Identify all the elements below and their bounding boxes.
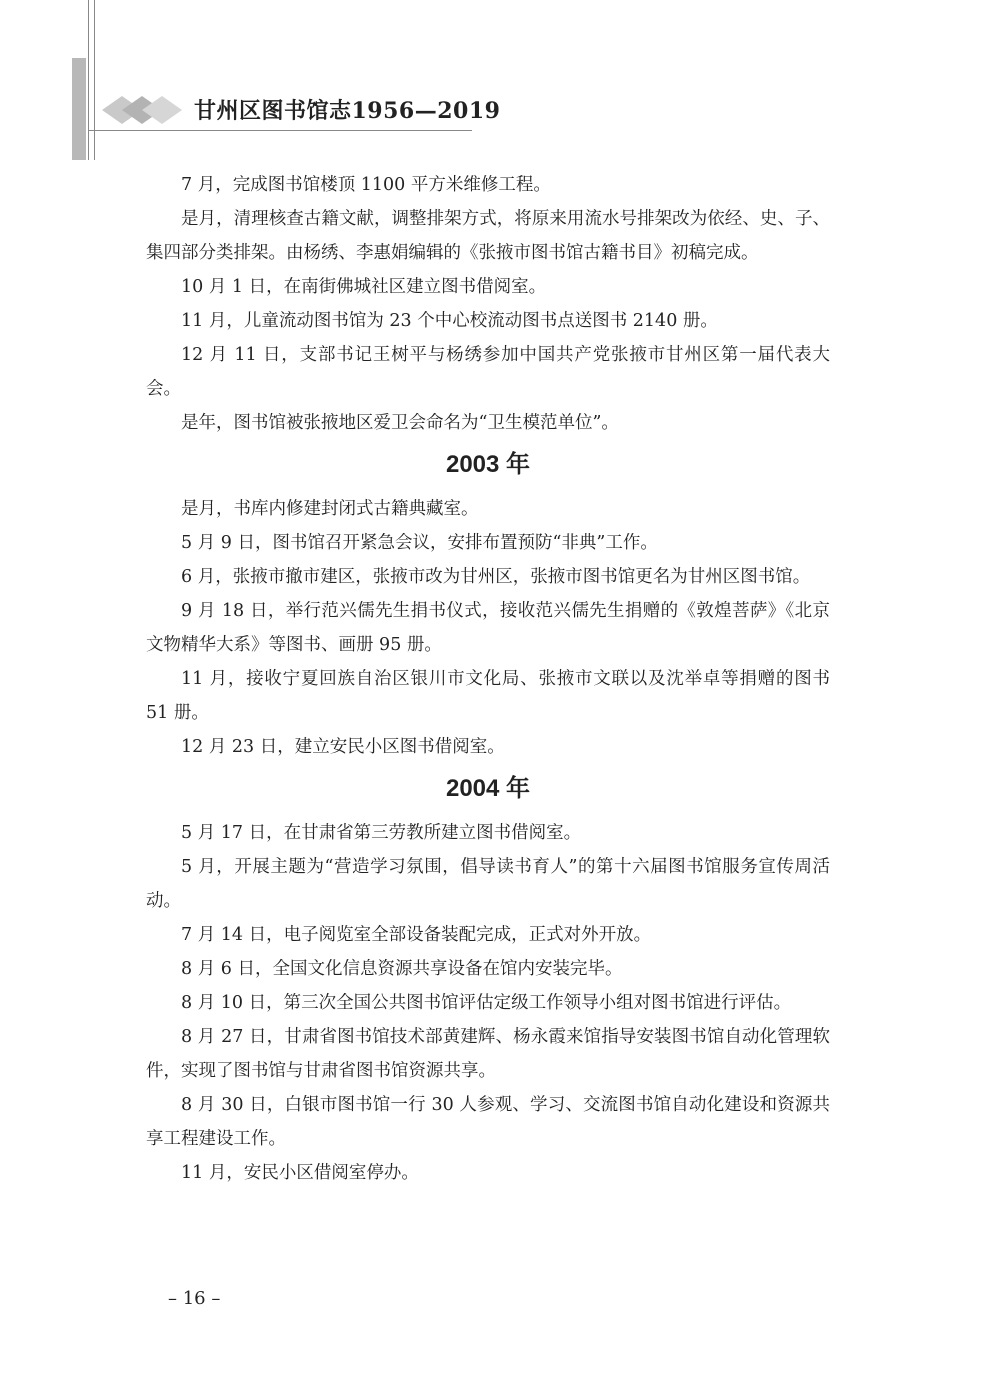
entry-paragraph: 8 月 10 日，第三次全国公共图书馆评估定级工作领导小组对图书馆进行评估。 <box>181 993 792 1013</box>
year-heading: 2004 年 <box>445 775 531 802</box>
entry-paragraph: 8 月 27 日，甘肃省图书馆技术部黄建辉、杨永霞来馆指导安装图书馆自动化管理软件，实现了图书馆与甘肃省图书馆资源共享。 <box>146 1027 830 1081</box>
book-title: 甘州区图书馆志1956—2019 <box>194 98 501 124</box>
entry-paragraph: 是年，图书馆被张掖地区爱卫会命名为“卫生模范单位”。 <box>181 413 619 433</box>
entry-paragraph: 6 月，张掖市撤市建区，张掖市改为甘州区，张掖市图书馆更名为甘州区图书馆。 <box>181 567 811 587</box>
header-rule-horizontal <box>88 130 472 131</box>
header-gray-bar <box>72 58 86 160</box>
entry-paragraph: 10 月 1 日，在南街佛城社区建立图书借阅室。 <box>181 277 547 297</box>
entry-paragraph: 7 月，完成图书馆楼顶 1100 平方米维修工程。 <box>181 175 551 195</box>
entry-paragraph: 5 月 17 日，在甘肃省第三劳教所建立图书借阅室。 <box>181 823 582 843</box>
entry-paragraph: 9 月 18 日，举行范兴儒先生捐书仪式，接收范兴儒先生捐赠的《敦煌菩萨》《北京文物精华大系》等图书、画册 95 册。 <box>146 601 830 655</box>
header-rule-vertical-left <box>88 0 89 160</box>
entry-paragraph: 8 月 30 日，白银市图书馆一行 30 人参观、学习、交流图书馆自动化建设和资源共享工程建设工作。 <box>146 1095 830 1149</box>
entry-paragraph: 5 月，开展主题为“营造学习氛围，倡导读书育人”的第十六届图书馆服务宣传周活动。 <box>146 857 830 911</box>
entry-paragraph: 11 月，儿童流动图书馆为 23 个中心校流动图书点送图书 2140 册。 <box>181 311 718 331</box>
entry-paragraph: 11 月，安民小区借阅室停办。 <box>181 1163 419 1183</box>
header-rule-vertical-right <box>94 0 95 160</box>
entry-paragraph: 12 月 11 日，支部书记王树平与杨绣参加中国共产党张掖市甘州区第一届代表大会。 <box>146 345 830 399</box>
diamond-ornament-icon <box>100 92 190 128</box>
entry-paragraph: 11 月，接收宁夏回族自治区银川市文化局、张掖市文联以及沈举卓等捐赠的图书 51 册。 <box>146 669 830 723</box>
entry-paragraph: 是月，书库内修建封闭式古籍典藏室。 <box>181 499 479 519</box>
entry-paragraph: 12 月 23 日，建立安民小区图书借阅室。 <box>181 737 505 757</box>
entry-paragraph: 8 月 6 日，全国文化信息资源共享设备在馆内安装完毕。 <box>181 959 623 979</box>
year-heading: 2003 年 <box>445 451 531 478</box>
page-number: – 16 – <box>168 1288 221 1309</box>
page-body <box>146 168 830 1190</box>
entry-paragraph: 7 月 14 日，电子阅览室全部设备装配完成，正式对外开放。 <box>181 925 652 945</box>
entry-paragraph: 5 月 9 日，图书馆召开紧急会议，安排布置预防“非典”工作。 <box>181 533 658 553</box>
entry-paragraph: 是月，清理核查古籍文献，调整排架方式，将原来用流水号排架改为依经、史、子、集四部分类排架。由杨绣、李惠娟编辑的《张掖市图书馆古籍书目》初稿完成。 <box>146 209 830 263</box>
